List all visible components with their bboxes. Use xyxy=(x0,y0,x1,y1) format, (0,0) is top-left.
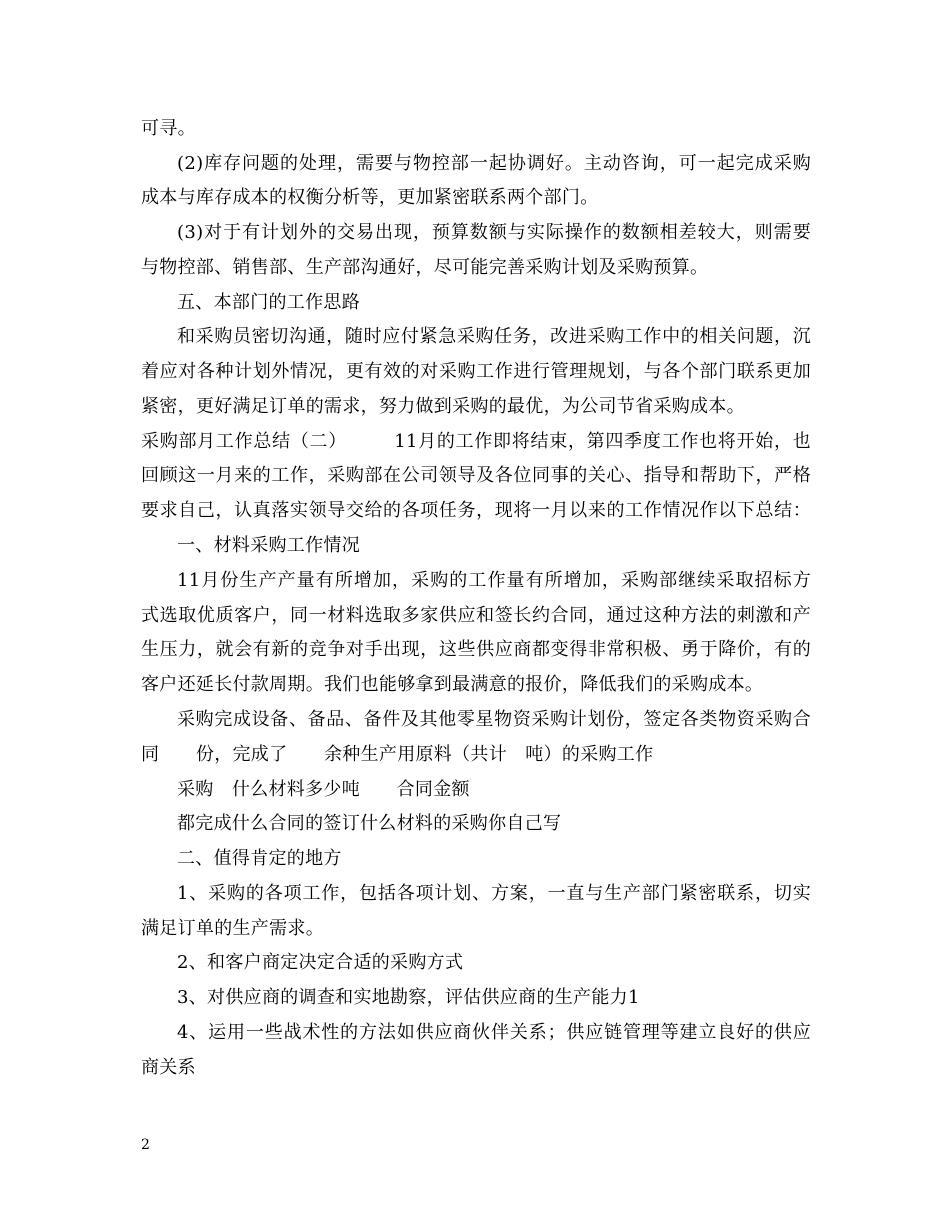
text-line: (3)对于有计划外的交易出现，预算数额与实际操作的数额相差较大，则需要 xyxy=(177,222,811,243)
text-line: 同 份，完成了 余种生产用原料（共计 吨）的采购工作 xyxy=(141,744,654,765)
text-line: 要求自己，认真落实领导交给的各项任务，现将一月以来的工作情况作以下总结： xyxy=(141,500,811,521)
text-line: 3、对供应商的调查和实地勘察，评估供应商的生产能力1 xyxy=(177,987,640,1008)
text-line: 回顾这一月来的工作，采购部在公司领导及各位同事的关心、指导和帮助下，严格 xyxy=(141,465,811,486)
text-line: 1、采购的各项工作，包括各项计划、方案，一直与生产部门紧密联系，切实 xyxy=(177,883,811,904)
text-line: 商关系 xyxy=(141,1057,196,1078)
text-line: 4、运用一些战术性的方法如供应商伙伴关系；供应链管理等建立良好的供应 xyxy=(177,1022,811,1043)
text-line: 11月份生产产量有所增加，采购的工作量有所增加，采购部继续采取招标方 xyxy=(177,570,811,591)
text-line: (2)库存问题的处理，需要与物控部一起协调好。主动咨询，可一起完成采购 xyxy=(177,153,811,174)
text-line: 采购部月工作总结（二） 11月的工作即将结束，第四季度工作也将开始，也 xyxy=(141,431,811,452)
section-heading: 五、本部门的工作思路 xyxy=(177,292,360,313)
text-line: 式选取优质客户，同一材料选取多家供应和签长约合同，通过这种方法的刺激和产 xyxy=(141,605,811,626)
text-line: 都完成什么合同的签订什么材料的采购你自己写 xyxy=(177,813,562,834)
text-line: 成本与库存成本的权衡分析等，更加紧密联系两个部门。 xyxy=(141,187,599,208)
text-line: 采购 什么材料多少吨 合同金额 xyxy=(177,779,470,800)
text-line: 和采购员密切沟通，随时应付紧急采购任务，改进采购工作中的相关问题，沉 xyxy=(177,326,811,347)
text-line: 紧密，更好满足订单的需求，努力做到采购的最优，为公司节省采购成本。 xyxy=(141,396,745,417)
text-line: 2、和客户商定决定合适的采购方式 xyxy=(177,952,464,973)
text-line: 与物控部、销售部、生产部沟通好，尽可能完善采购计划及采购预算。 xyxy=(141,257,709,278)
text-line: 满足订单的生产需求。 xyxy=(141,918,324,939)
text-line: 采购完成设备、备品、备件及其他零星物资采购计划份，签定各类物资采购合 xyxy=(177,709,811,730)
text-line: 客户还延长付款周期。我们也能够拿到最满意的报价，降低我们的采购成本。 xyxy=(141,674,764,695)
section-heading: 一、材料采购工作情况 xyxy=(177,535,360,556)
text-line: 着应对各种计划外情况，更有效的对采购工作进行管理规划，与各个部门联系更加 xyxy=(141,361,811,382)
text-line: 可寻。 xyxy=(141,118,196,139)
page-number: 2 xyxy=(141,1137,150,1153)
section-heading: 二、值得肯定的地方 xyxy=(177,848,342,869)
text-line: 生压力，就会有新的竞争对手出现，这些供应商都变得非常积极、勇于降价，有的 xyxy=(141,639,811,660)
